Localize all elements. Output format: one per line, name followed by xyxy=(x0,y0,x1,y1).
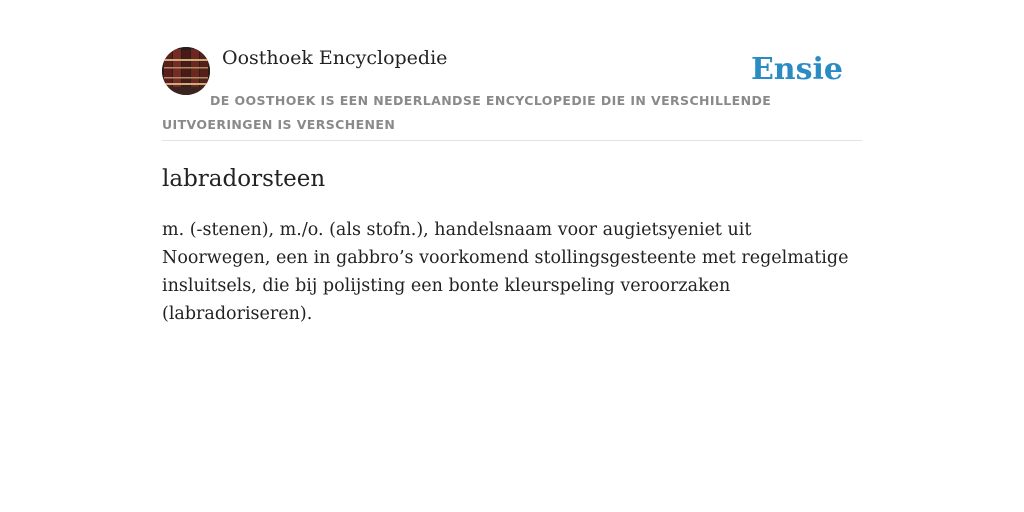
entry-body: m. (-stenen), m./o. (als stofn.), handelsnaam voor augietsyeniet uit Noorwegen, een in gabbro’s voorkomend stollingsgesteente met regelmatige insluitsels, die bij polijsting een bonte kleurspeling veroorzaken (labradoriseren). xyxy=(162,220,849,324)
source-description: DE OOSTHOEK IS EEN NEDERLANDSE ENCYCLOPEDIE DIE IN VERSCHILLENDE UITVOERINGEN IS VERSCHENEN xyxy=(162,93,772,132)
encyclopedia-books-icon xyxy=(162,47,210,95)
source-title[interactable]: Oosthoek Encyclopedie xyxy=(222,47,448,69)
source-avatar[interactable] xyxy=(162,47,210,95)
source-header xyxy=(162,44,862,141)
entry-title: labradorsteen xyxy=(162,166,326,192)
ensie-logo[interactable]: Ensie xyxy=(750,52,843,87)
